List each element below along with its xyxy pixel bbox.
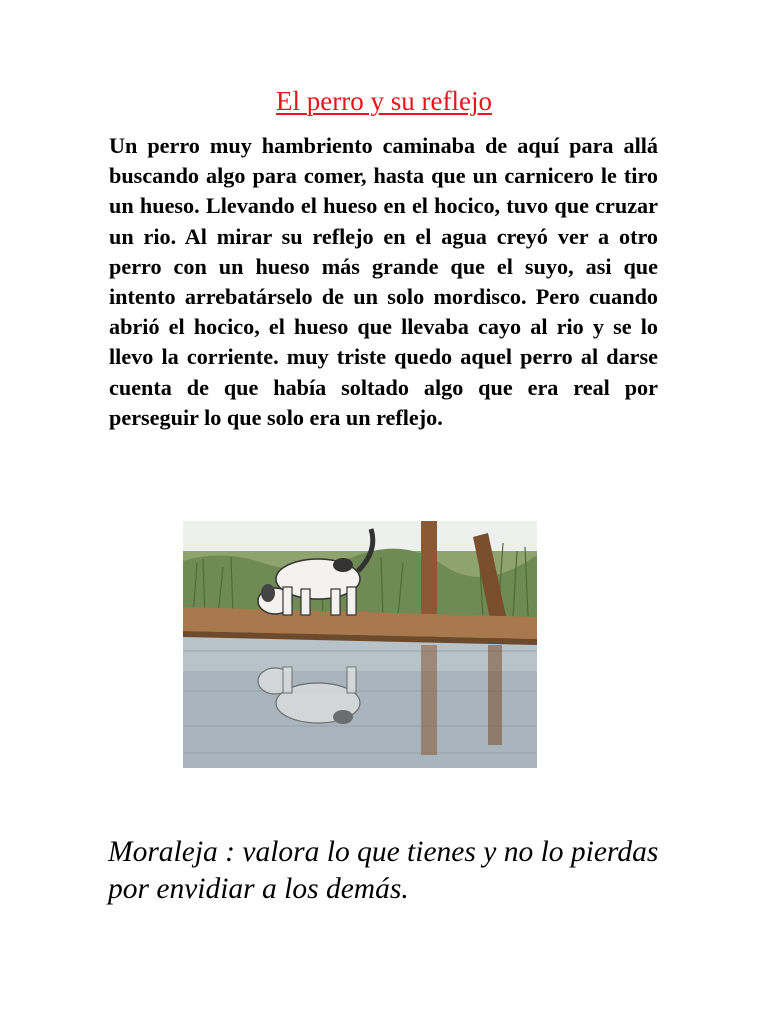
story-illustration	[183, 521, 537, 768]
story-title: El perro y su reflejo	[276, 86, 492, 116]
story-body: Un perro muy hambriento caminaba de aquí para allá buscando algo para comer, hasta que un carnicero le tiro un hueso. Llevando el hueso en el hocico, tuvo que cruzar un rio. Al mirar su reflejo en el agua creyó ver a otro perro con un hueso más grande que el suyo, asi que intento arrebatárselo de un solo mordisco. Pero cuando abrió el hocico, el hueso que llevaba cayo al rio y se lo llevo la corriente. muy triste quedo aquel perro al darse cuenta de que había soltado algo que era real por perseguir lo que solo era un reflejo.	[109, 133, 658, 430]
story-moral: Moraleja : valora lo que tienes y no lo pierdas por envidiar a los demás.	[108, 836, 659, 905]
